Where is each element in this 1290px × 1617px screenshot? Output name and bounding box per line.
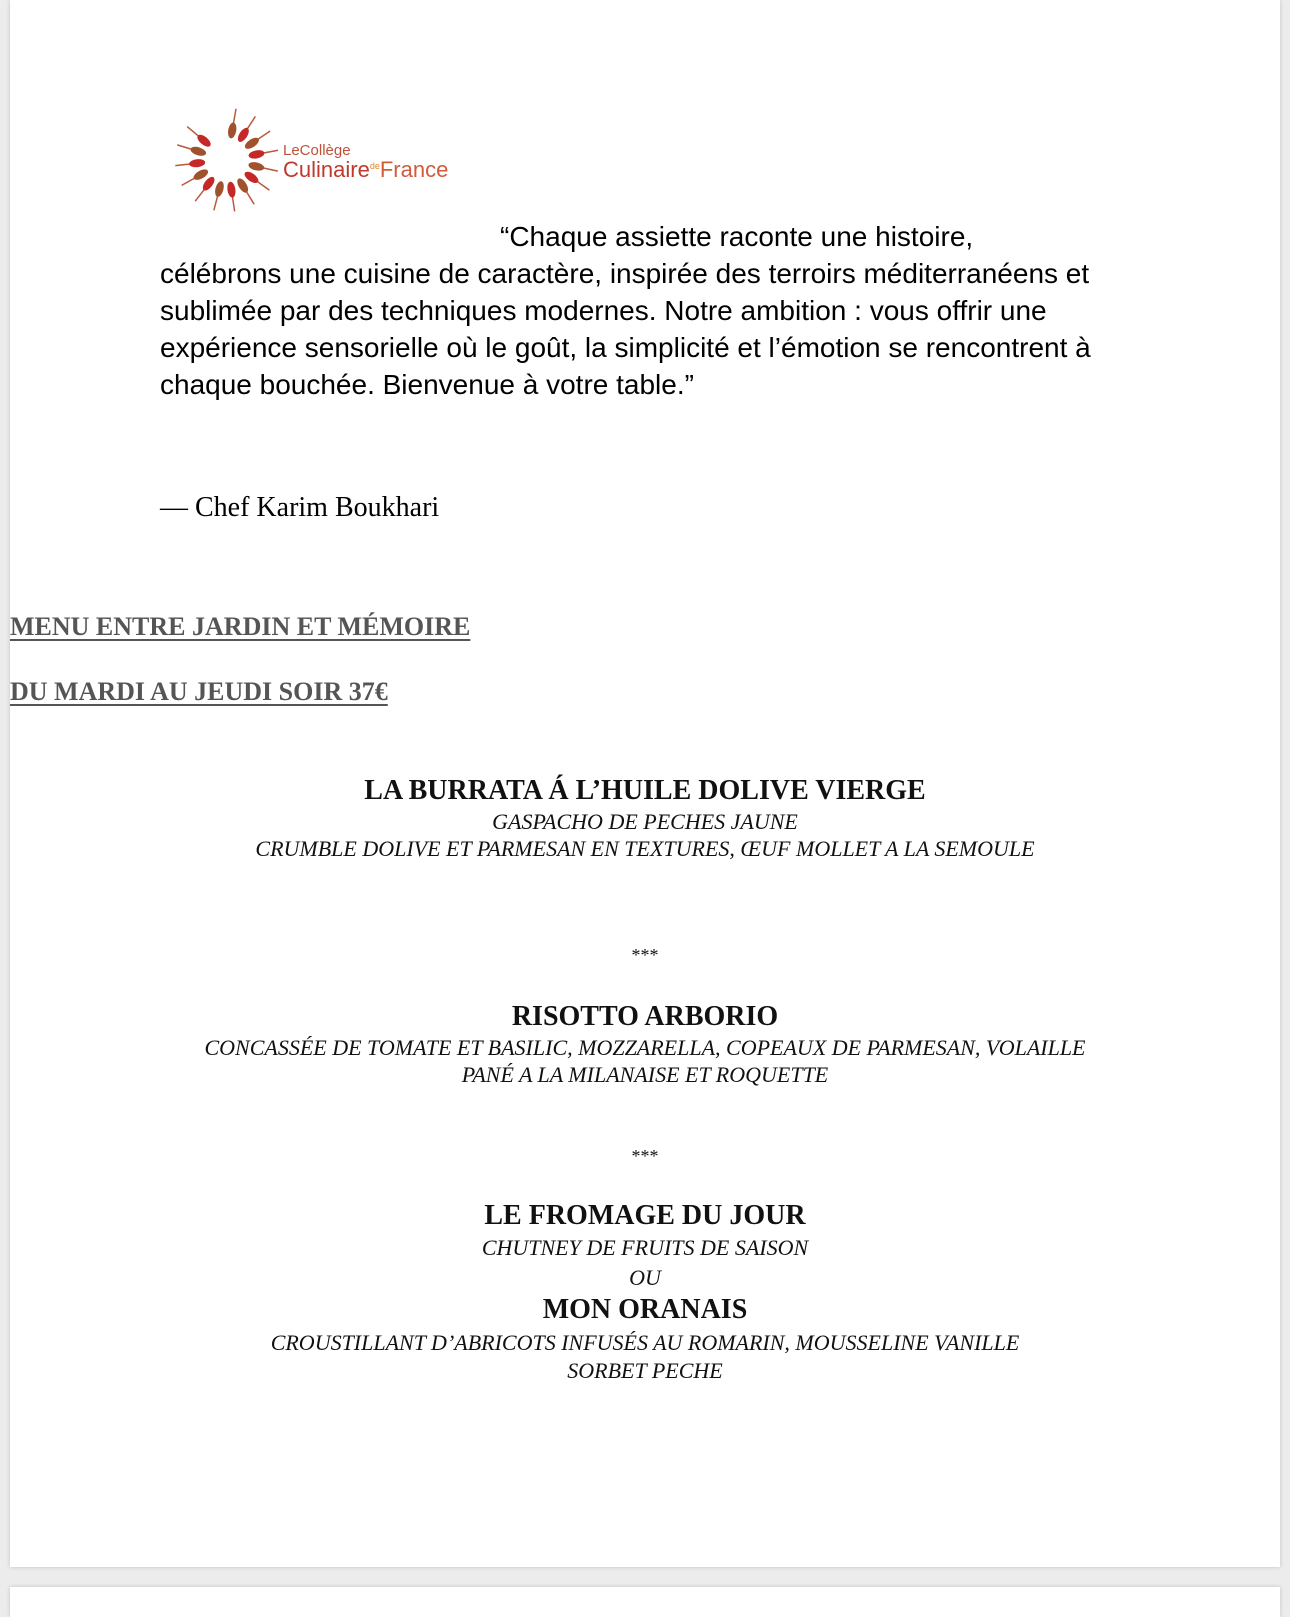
next-page-edge <box>10 1587 1280 1617</box>
course-separator: *** <box>631 1146 659 1166</box>
logo-line1: LeCollège <box>283 142 351 159</box>
cheese-name: LE FROMAGE DU JOUR <box>484 1200 806 1231</box>
logo-petal <box>248 161 265 172</box>
starter-desc-2: CRUMBLE DOLIVE ET PARMESAN EN TEXTURES, ŒUF MOLLET A LA SEMOULE <box>255 836 1035 861</box>
logo-petal <box>227 122 238 139</box>
logo-petal <box>189 145 207 157</box>
logo-wordmark <box>283 143 448 181</box>
or-label: OU <box>629 1265 661 1290</box>
chef-quote <box>160 218 1140 403</box>
main-desc-2: PANÉ A LA MILANAISE ET ROQUETTE <box>461 1062 829 1087</box>
logo-petal <box>189 158 206 168</box>
logo-petal <box>214 180 226 198</box>
course-separator: *** <box>631 945 659 965</box>
logo-petal <box>248 149 265 160</box>
starter-name: LA BURRATA Á L’HUILE DOLIVE VIERGE <box>364 775 926 806</box>
quote-first-line: “Chaque assiette raconte une histoire, <box>500 221 974 252</box>
quote-body: célébrons une cuisine de caractère, inspirée des terroirs méditerranéens et sublimée par des techniques modernes. Notre ambition : vous offrir une expérience sensorielle où le goût, la simplicité et l’émotion se rencontrent à chaque bouchée. Bienvenue à votre table.” <box>160 258 1091 400</box>
college-culinaire-logo <box>175 95 485 230</box>
main-name: RISOTTO ARBORIO <box>511 1001 779 1032</box>
dessert-desc-1: CROUSTILLANT D’ABRICOTS INFUSÉS AU ROMARIN, MOUSSELINE VANILLE <box>270 1330 1020 1355</box>
dessert-desc-2: SORBET PECHE <box>567 1358 723 1383</box>
menu-subtitle: DU MARDI AU JEUDI SOIR 37€ <box>10 677 388 706</box>
dessert-name: MON ORANAIS <box>542 1294 748 1325</box>
menu-title: MENU ENTRE JARDIN ET MÉMOIRE <box>10 612 471 641</box>
cheese-desc-1: CHUTNEY DE FRUITS DE SAISON <box>481 1235 809 1260</box>
logo-emblem-icon <box>175 95 285 230</box>
quote-signature: — Chef Karim Boukhari <box>160 492 440 523</box>
starter-desc-1: GASPACHO DE PECHES JAUNE <box>492 809 798 834</box>
logo-petal <box>226 181 236 198</box>
logo-line2: Culinaire$^{de}$France <box>283 157 449 182</box>
main-desc-1: CONCASSÉE DE TOMATE ET BASILIC, MOZZARELLA, COPEAUX DE PARMESAN, VOLAILLE <box>204 1035 1086 1060</box>
